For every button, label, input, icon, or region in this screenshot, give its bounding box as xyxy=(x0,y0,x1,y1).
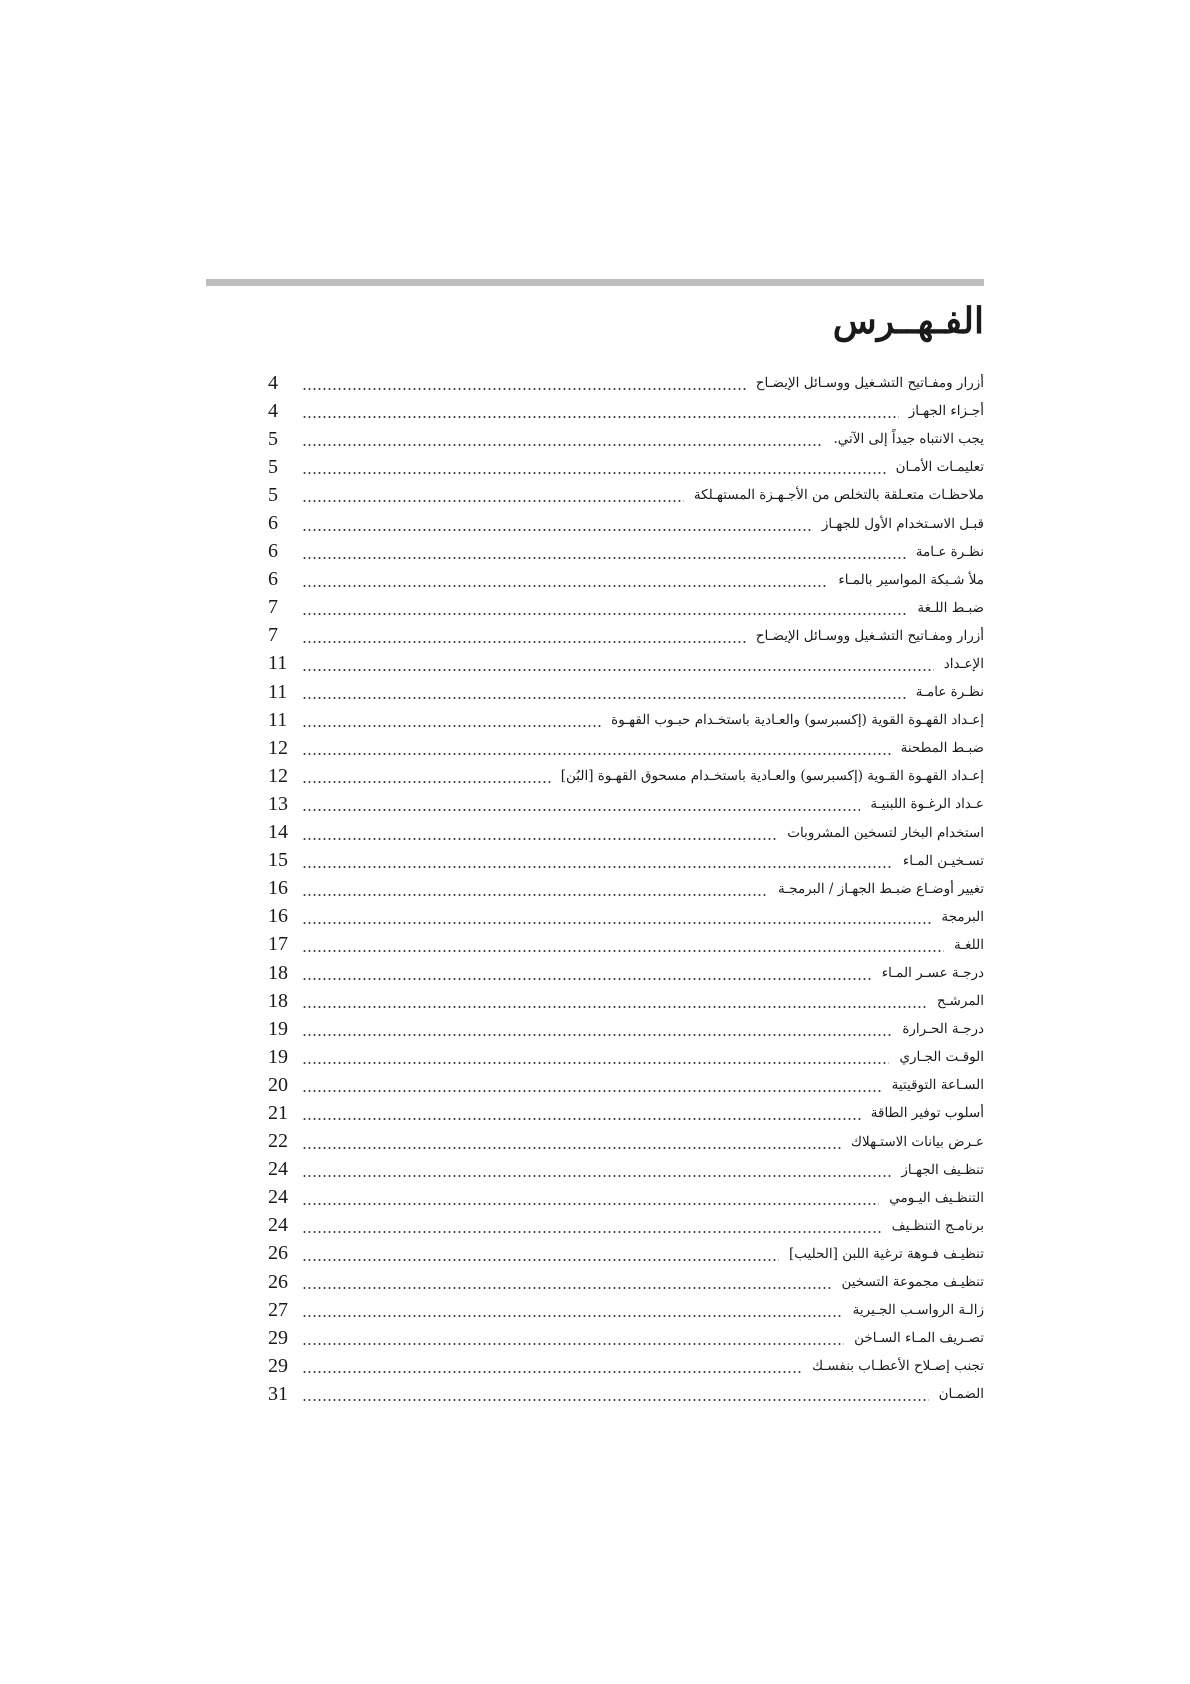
toc-entry-title: أزرار ومفـاتيح التشـغيل ووسـائل الإيضـاح xyxy=(755,627,984,644)
toc-dot-leader xyxy=(302,1287,831,1289)
toc-page-number: 11 xyxy=(268,652,288,675)
toc-entry-title: نظـرة عـامة xyxy=(915,543,984,560)
toc-page-number: 7 xyxy=(268,624,278,647)
toc-page-number: 12 xyxy=(268,736,288,759)
toc-page-number: 16 xyxy=(268,877,288,900)
toc-entry-title: أزرار ومفـاتيح التشـغيل ووسـائل الإيضـاح xyxy=(755,375,984,392)
toc-entry-title: يجب الانتباه جيداً إلى الآتي. xyxy=(833,431,984,448)
toc-dot-leader xyxy=(302,894,768,896)
toc-page-number: 18 xyxy=(268,961,288,984)
toc-entry-title: تجنب إصـلاح الأعطـاب بنفسـك xyxy=(811,1358,984,1375)
toc-entry[interactable] xyxy=(268,959,984,987)
toc-page-number: 11 xyxy=(268,708,288,731)
toc-dot-leader xyxy=(302,838,777,840)
toc-dot-leader xyxy=(302,444,823,446)
toc-entry[interactable] xyxy=(268,1156,984,1184)
toc-dot-leader xyxy=(302,1343,844,1345)
toc-page-number: 18 xyxy=(268,989,288,1012)
toc-dot-leader xyxy=(302,1175,891,1177)
toc-entry[interactable] xyxy=(268,903,984,931)
toc-dot-leader xyxy=(302,950,944,952)
toc-entry[interactable] xyxy=(268,1324,984,1352)
toc-entry-title: التنظـيف اليـومي xyxy=(889,1189,984,1206)
toc-dot-leader xyxy=(302,500,684,502)
toc-page-number: 15 xyxy=(268,849,288,872)
toc-entry[interactable] xyxy=(268,706,984,734)
toc-entry-title: درجـة الحـرارة xyxy=(902,1021,984,1038)
toc-dot-leader xyxy=(302,1062,889,1064)
page-title: الفـهــرس xyxy=(832,300,984,342)
toc-dot-leader xyxy=(302,416,899,418)
toc-entry[interactable] xyxy=(268,369,984,397)
toc-entry[interactable] xyxy=(268,594,984,622)
toc-entry[interactable] xyxy=(268,875,984,903)
toc-entry[interactable] xyxy=(268,1099,984,1127)
toc-dot-leader xyxy=(302,1118,861,1120)
toc-page-number: 26 xyxy=(268,1242,288,1265)
toc-entry[interactable] xyxy=(268,1268,984,1296)
toc-entry-title: أسلوب توفير الطاقة xyxy=(870,1105,984,1122)
toc-entry[interactable] xyxy=(268,790,984,818)
toc-entry-title: إعـداد القهـوة القـوية (إكسبرسو) والعـادية باستخـدام مسحوق القهـوة [البُن] xyxy=(560,768,984,785)
toc-page-number: 29 xyxy=(268,1354,288,1377)
toc-dot-leader xyxy=(302,641,746,643)
toc-entry-title: المرشـح xyxy=(936,993,984,1010)
toc-entry-title: زالـة الرواسـب الجـيرية xyxy=(852,1302,984,1319)
toc-page-number: 20 xyxy=(268,1073,288,1096)
toc-entry-title: درجـة عسـر المـاء xyxy=(881,965,984,982)
toc-page-number: 26 xyxy=(268,1270,288,1293)
toc-page-number: 5 xyxy=(268,427,278,450)
toc-entry[interactable] xyxy=(268,650,984,678)
toc-entry[interactable] xyxy=(268,1015,984,1043)
toc-entry-title: تعليمـات الأمـان xyxy=(895,459,984,476)
toc-dot-leader xyxy=(302,1090,882,1092)
toc-page-number: 24 xyxy=(268,1214,288,1237)
toc-page-number: 6 xyxy=(268,512,278,535)
toc-entry-title: إعـداد القهـوة القوية (إكسبرسو) والعـادية باستخـدام حبـوب القهـوة xyxy=(611,712,984,729)
toc-entry-title: تغيير أوضـاع ضبـط الجهـاز / البرمجـة xyxy=(778,880,984,897)
toc-entry[interactable] xyxy=(268,1184,984,1212)
toc-entry-title: الوقـت الجـاري xyxy=(899,1049,984,1066)
toc-dot-leader xyxy=(302,1147,841,1149)
toc-entry[interactable] xyxy=(268,425,984,453)
toc-page-number: 4 xyxy=(268,399,278,422)
toc-entry-title: ضبـط المطحنة xyxy=(900,740,984,757)
toc-dot-leader xyxy=(302,1399,929,1401)
toc-page-number: 21 xyxy=(268,1101,288,1124)
toc-page-number: 7 xyxy=(268,596,278,619)
toc-list xyxy=(268,369,984,1408)
toc-page-number: 6 xyxy=(268,540,278,563)
toc-entry-title: تنظيـف مجموعة التسخين xyxy=(841,1274,984,1291)
toc-page-number: 14 xyxy=(268,821,288,844)
toc-entry-title: أجـزاء الجهـاز xyxy=(908,403,984,420)
toc-dot-leader xyxy=(302,472,886,474)
toc-page-number: 16 xyxy=(268,905,288,928)
toc-entry[interactable] xyxy=(268,678,984,706)
header-rule xyxy=(206,279,984,286)
toc-page-number: 29 xyxy=(268,1326,288,1349)
toc-entry-title: ملأ شـبكة المواسير بالمـاء xyxy=(838,571,984,588)
toc-page-number: 13 xyxy=(268,792,288,815)
toc-entry-title: تنظيـف فـوهة ترغية اللبن [الحليب] xyxy=(789,1245,984,1262)
toc-dot-leader xyxy=(302,585,828,587)
toc-entry-title: الإعـداد xyxy=(943,655,984,672)
toc-entry[interactable] xyxy=(268,1071,984,1099)
toc-entry-title: قبـل الاسـتخدام الأول للجهـاز xyxy=(821,515,984,532)
toc-entry[interactable] xyxy=(268,819,984,847)
toc-page-number: 12 xyxy=(268,764,288,787)
toc-page-number: 22 xyxy=(268,1130,288,1153)
toc-entry-title: نظـرة عامـة xyxy=(915,684,984,701)
toc-dot-leader xyxy=(302,1034,892,1036)
toc-entry-title: تسـخيـن المـاء xyxy=(902,852,984,869)
toc-entry-title: اللغـة xyxy=(953,936,984,953)
toc-page-number: 24 xyxy=(268,1158,288,1181)
toc-dot-leader xyxy=(302,1231,882,1233)
toc-entry[interactable] xyxy=(268,1212,984,1240)
toc-dot-leader xyxy=(302,1259,779,1261)
toc-entry[interactable] xyxy=(268,481,984,509)
toc-dot-leader xyxy=(302,1006,927,1008)
toc-entry-title: استخدام البخار لتسخين المشروبات xyxy=(787,824,984,841)
toc-page-number: 4 xyxy=(268,371,278,394)
toc-page-number: 5 xyxy=(268,483,278,506)
toc-entry[interactable] xyxy=(268,1352,984,1380)
toc-dot-leader xyxy=(302,613,907,615)
toc-entry-title: السـاعة التوقيتية xyxy=(891,1077,984,1094)
toc-dot-leader xyxy=(302,725,601,727)
toc-dot-leader xyxy=(302,866,893,868)
toc-entry[interactable] xyxy=(268,622,984,650)
toc-entry[interactable] xyxy=(268,1043,984,1071)
toc-entry-title: برنامـج التنظـيف xyxy=(891,1217,984,1234)
toc-dot-leader xyxy=(302,753,891,755)
toc-entry[interactable] xyxy=(268,734,984,762)
toc-entry[interactable] xyxy=(268,538,984,566)
toc-entry[interactable] xyxy=(268,566,984,594)
toc-entry[interactable] xyxy=(268,397,984,425)
toc-entry-title: ملاحظـات متعـلقة بالتخلص من الأجـهـزة المستهـلكة xyxy=(693,487,984,504)
toc-entry[interactable] xyxy=(268,1380,984,1408)
toc-entry-title: تصـريف المـاء السـاخن xyxy=(854,1330,984,1347)
toc-entry-title: عـداد الرغـوة اللبنيـة xyxy=(870,796,984,813)
toc-dot-leader xyxy=(302,809,860,811)
toc-entry-title: البرمجة xyxy=(941,908,984,925)
toc-entry[interactable] xyxy=(268,1240,984,1268)
toc-page-number: 11 xyxy=(268,680,288,703)
toc-dot-leader xyxy=(302,697,906,699)
toc-entry[interactable] xyxy=(268,1296,984,1324)
toc-dot-leader xyxy=(302,978,872,980)
toc-dot-leader xyxy=(302,557,906,559)
toc-dot-leader xyxy=(302,1315,843,1317)
toc-entry[interactable] xyxy=(268,931,984,959)
toc-page-number: 17 xyxy=(268,933,288,956)
toc-page-number: 6 xyxy=(268,568,278,591)
toc-page-number: 19 xyxy=(268,1017,288,1040)
toc-page-number: 5 xyxy=(268,455,278,478)
toc-entry[interactable] xyxy=(268,453,984,481)
toc-entry[interactable] xyxy=(268,762,984,790)
toc-entry-title: ضبـط اللـغة xyxy=(917,599,984,616)
toc-entry[interactable] xyxy=(268,1128,984,1156)
toc-entry-title: الضمـان xyxy=(938,1386,984,1403)
toc-page-number: 19 xyxy=(268,1045,288,1068)
toc-page-number: 31 xyxy=(268,1382,288,1405)
toc-dot-leader xyxy=(302,529,812,531)
toc-dot-leader xyxy=(302,781,551,783)
toc-dot-leader xyxy=(302,1371,802,1373)
toc-page-number: 24 xyxy=(268,1186,288,1209)
toc-entry-title: عـرض بيانات الاستـهلاك xyxy=(850,1133,984,1150)
toc-entry[interactable] xyxy=(268,509,984,537)
toc-page-number: 27 xyxy=(268,1298,288,1321)
toc-entry-title: تنظـيف الجهـاز xyxy=(901,1161,984,1178)
toc-dot-leader xyxy=(302,388,746,390)
toc-entry[interactable] xyxy=(268,987,984,1015)
toc-dot-leader xyxy=(302,669,934,671)
toc-entry[interactable] xyxy=(268,847,984,875)
toc-dot-leader xyxy=(302,922,931,924)
toc-dot-leader xyxy=(302,1203,879,1205)
